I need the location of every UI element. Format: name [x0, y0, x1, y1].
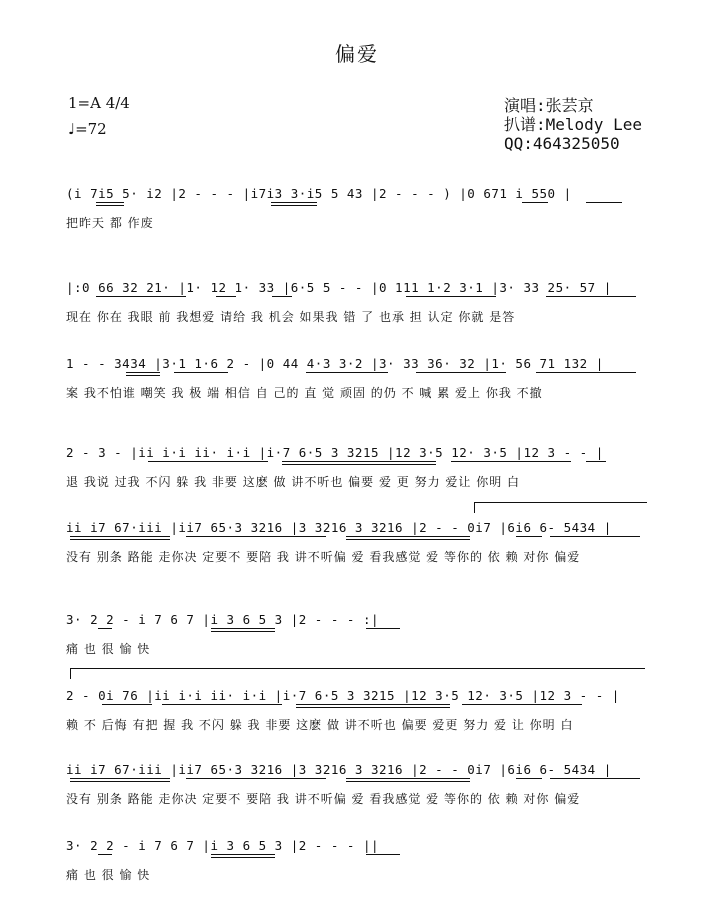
- tempo-marking: ♩=72: [68, 120, 107, 138]
- lyric-line: 没有 别条 路能 走你决 定要不 要陪 我 讲不听偏 爱 看我感觉 爱 等你的 依 赖 对你 偏爱: [66, 792, 581, 806]
- lyric-line: 现在 你在 我眼 前 我想爱 请给 我 机会 如果我 错 了 也承 担 认定 你就 是答: [66, 310, 516, 324]
- singer-credit: 演唱:张芸京: [504, 96, 594, 115]
- lyric-line: 退 我说 过我 不闪 躲 我 非要 这麽 做 讲不听也 偏要 爱 更 努力 爱让 你明 白: [66, 475, 521, 489]
- notation-line: 2 - 0i 76 |ii i·i ii· i·i |i·7 6·5 3 3215 |12 3·5 12· 3·5 |12 3 - - |: [66, 688, 620, 703]
- lyric-line: 赖 不 后悔 有把 握 我 不闪 躲 我 非要 这麽 做 讲不听也 偏要 爱更 努力 爱 让 你明 白: [66, 718, 574, 732]
- lyric-line: 痛 也 很 愉 快: [66, 642, 151, 656]
- volta-bracket: [474, 502, 647, 513]
- transcriber-credit: 扒谱:Melody Lee: [504, 115, 642, 134]
- key-signature: 1=A 4/4: [68, 94, 130, 112]
- notation-line: ii i7 67·iii |ii7 65·3 3216 |3 3216 3 3216 |2 - - 0i7 |6i6 6- 5434 |: [66, 762, 612, 777]
- notation-line: (i 7i5 5· i2 |2 - - - |i7i3 3·i5 5 43 |2 - - - ) |0 671 i 550 |: [66, 186, 572, 201]
- notation-line: 2 - 3 - |ii i·i ii· i·i |i·7 6·5 3 3215 |12 3·5 12· 3·5 |12 3 - - |: [66, 445, 604, 460]
- notation-line: 3· 2 2 - i 7 6 7 |i 3 6 5 3 |2 - - - ||: [66, 838, 379, 853]
- score-meta-left: [68, 90, 130, 142]
- contact-qq: QQ:464325050: [504, 134, 620, 153]
- notation-line: 1 - - 3434 |3·1 1·6 2 - |0 44 4·3 3·2 |3· 33 36· 32 |1· 56 71 132 |: [66, 356, 604, 371]
- lyric-line: 案 我不怕谁 嘲笑 我 极 端 相信 自 己的 直 觉 顽固 的仍 不 喊 累 爱上 你我 不撤: [66, 386, 543, 400]
- song-title: 偏爱: [335, 42, 379, 66]
- notation-line: |:0 66 32 21· |1· 12 1· 33 |6·5 5 - - |0 111 1·2 3·1 |3· 33 25· 57 |: [66, 280, 612, 295]
- lyric-line: 没有 别条 路能 走你决 定要不 要陪 我 讲不听偏 爱 看我感觉 爱 等你的 依 赖 对你 偏爱: [66, 550, 581, 564]
- notation-line: ii i7 67·iii |ii7 65·3 3216 |3 3216 3 3216 |2 - - 0i7 |6i6 6- 5434 |: [66, 520, 612, 535]
- volta-bracket: [70, 668, 645, 679]
- lyric-line: 把昨天 都 作废: [66, 216, 154, 230]
- notation-line: 3· 2 2 - i 7 6 7 |i 3 6 5 3 |2 - - - :|: [66, 612, 379, 627]
- lyric-line: 痛 也 很 愉 快: [66, 868, 151, 882]
- score-meta-right: [504, 96, 642, 153]
